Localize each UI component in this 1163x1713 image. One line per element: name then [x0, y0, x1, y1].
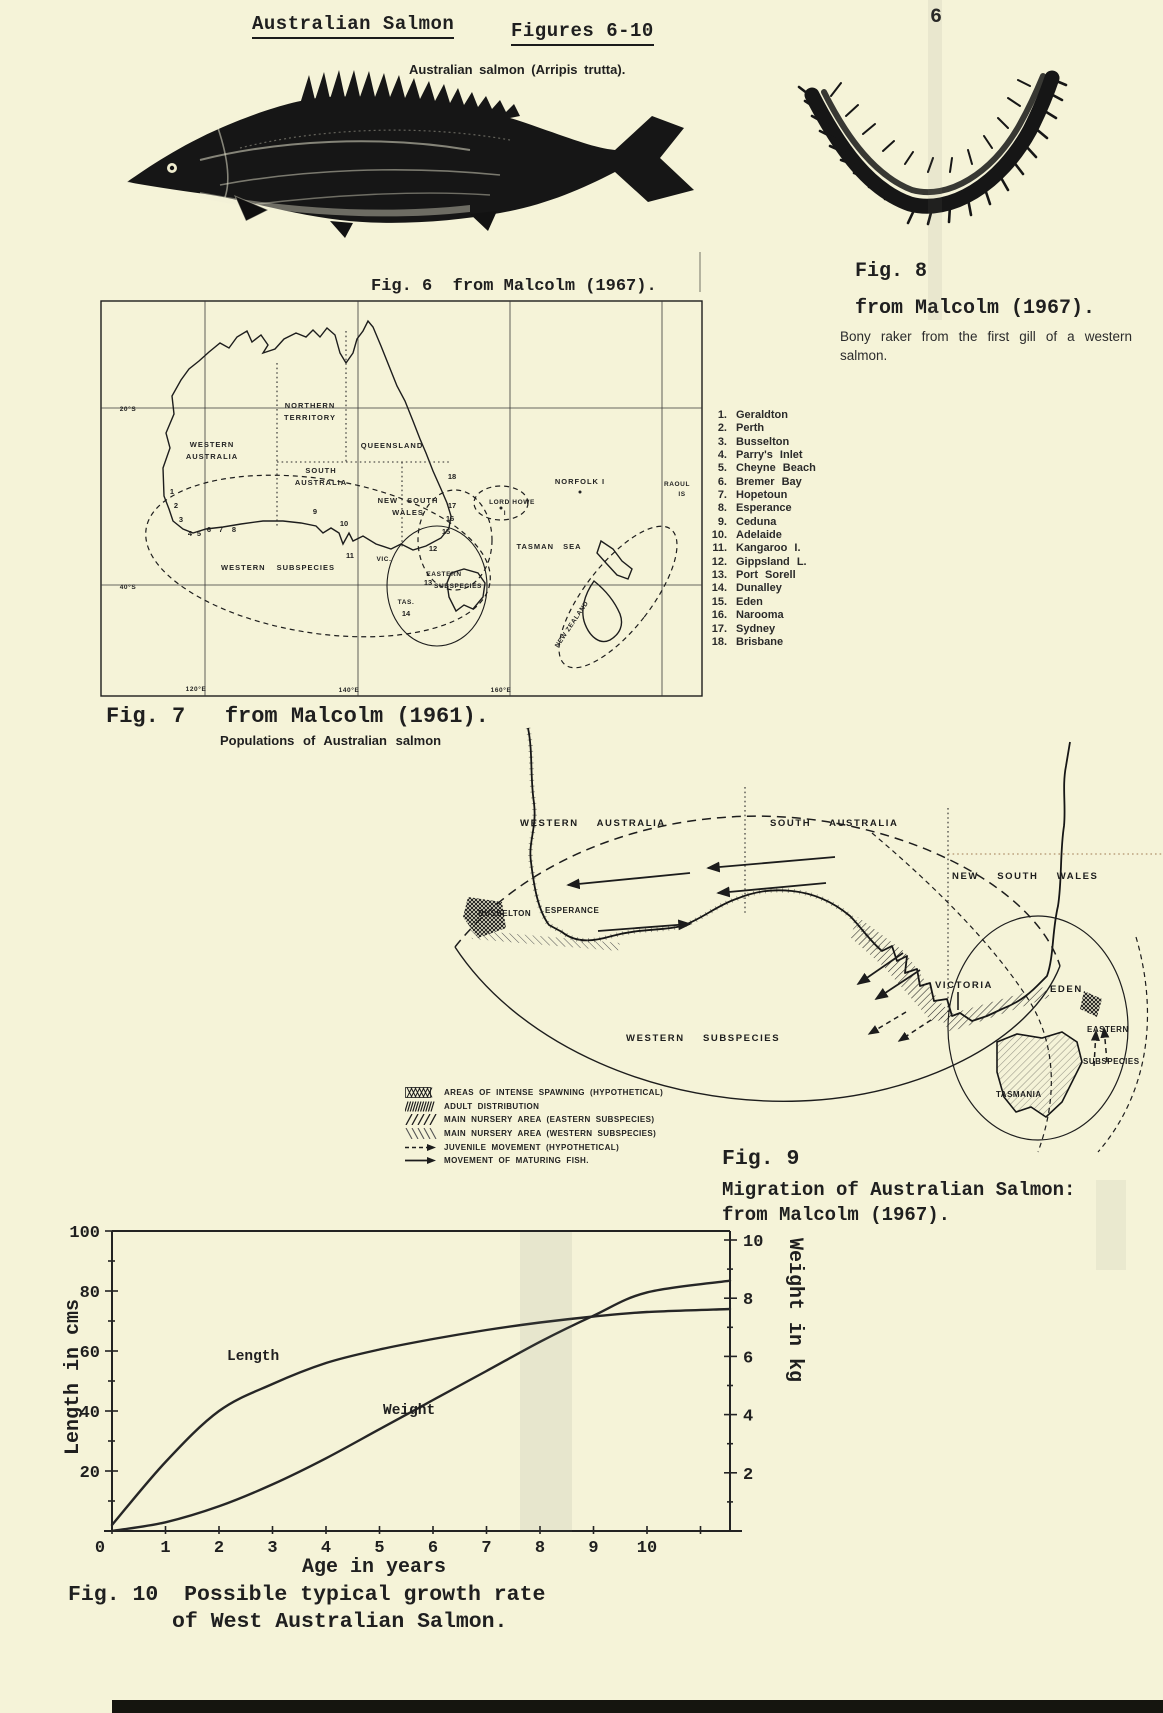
location-number: 12. — [711, 555, 727, 568]
map-label-victoria: VIC. — [376, 556, 392, 563]
fig7-coast-number-11: 11 — [346, 551, 354, 560]
scan-mark — [699, 252, 701, 292]
location-number: 14. — [711, 582, 727, 595]
map-label-south-australia: AUSTRALIA — [294, 478, 348, 487]
fig7-coast-number-4: 4 — [187, 529, 193, 538]
map-label-eden: EDEN — [1050, 984, 1083, 995]
x-tick-label: 9 — [588, 1539, 599, 1558]
y-tick-label-left: 80 — [79, 1284, 100, 1303]
location-name: Cheyne Beach — [736, 462, 816, 475]
legend-swatch — [405, 1087, 437, 1098]
map-label-south-australia: SOUTH AUSTRALIA — [770, 818, 899, 829]
map-label-eastern-subspecies: SUBSPECIES — [1083, 1057, 1140, 1066]
x-tick-label: 3 — [267, 1539, 278, 1558]
fig10-growth-chart — [40, 1130, 830, 1600]
fig10-caption: Fig. 10 Possible typical growth rate — [68, 1583, 546, 1607]
fig6-caption: Fig. 6 from Malcolm (1967). — [371, 277, 657, 296]
fig7-location-item — [702, 569, 816, 582]
y-tick-label-left: 100 — [69, 1224, 100, 1243]
fig10-caption: of West Australian Salmon. — [172, 1610, 508, 1634]
length-curve-label: Length — [227, 1349, 280, 1365]
map-label-northern-territory: NORTHERN — [284, 401, 336, 410]
fig8-description: Bony raker from the first gill of a western salmon. — [840, 329, 1132, 363]
fig9-caption: Migration of Australian Salmon: — [722, 1179, 1076, 1201]
map-label-queensland: QUEENSLAND — [360, 441, 424, 450]
y-tick-label-right: 10 — [743, 1233, 764, 1252]
fig9-label: Fig. 9 — [722, 1147, 800, 1171]
eastern-boundary-dashed-right — [1098, 937, 1147, 1152]
fig7-coast-number-18: 18 — [447, 472, 457, 481]
fig7-caption: Fig. 7 from Malcolm (1961). — [106, 704, 489, 729]
y-tick-label-right: 4 — [743, 1407, 754, 1427]
map-label-tasman-sea: TASMAN SEA — [516, 542, 582, 551]
location-name: Sydney — [736, 622, 776, 635]
fig7-coast-number-1: 1 — [169, 487, 175, 496]
location-name: Narooma — [736, 609, 784, 622]
tasmania-island — [997, 1032, 1082, 1117]
x-tick-label: 2 — [213, 1539, 225, 1558]
fig7-coast-number-9: 9 — [312, 507, 318, 516]
fig7-coast-number-13: 13 — [423, 578, 433, 587]
x-tick-label: 6 — [427, 1539, 439, 1558]
location-number: 17. — [711, 622, 727, 635]
fig6-fish-illustration — [105, 60, 705, 255]
fig7-subcaption: Populations of Australian salmon — [220, 733, 442, 748]
map-label-victoria: VICTORIA — [935, 980, 994, 991]
fig8-caption: from Malcolm (1967). — [855, 297, 1096, 320]
x-tick-label: 7 — [481, 1539, 492, 1558]
fig7-coast-number-17: 17 — [447, 501, 457, 510]
fish-body — [127, 96, 694, 222]
coast-stipple — [528, 728, 882, 951]
fig7-coast-number-15: 15 — [441, 527, 451, 536]
crosshatch-swatch-icon — [405, 1087, 437, 1098]
legend-label: ADULT DISTRIBUTION — [444, 1101, 540, 1111]
new-zealand-south-island — [583, 581, 622, 642]
location-number: 2. — [717, 422, 727, 435]
map-label-western-subspecies: WESTERN SUBSPECIES — [221, 563, 335, 572]
x-tick-label: 0 — [94, 1539, 106, 1558]
location-name: Bremer Bay — [736, 475, 802, 488]
location-number: 1. — [717, 409, 727, 421]
fig8-raker-illustration — [780, 40, 1080, 250]
legend-label: AREAS OF INTENSE SPAWNING (HYPOTHETICAL) — [444, 1088, 664, 1098]
longitude-label-160e: 160°E — [490, 687, 512, 694]
new-zealand-range — [539, 509, 697, 685]
fig7-coast-number-14: 14 — [401, 609, 411, 618]
map-label-tasmania: TASMANIA — [996, 1090, 1042, 1099]
fig7-location-item — [702, 462, 816, 475]
weight-curve-label: Weight — [383, 1403, 436, 1419]
map-label-tasmania: TAS. — [397, 599, 415, 606]
location-name: Kangaroo I. — [736, 542, 801, 555]
location-number: 11. — [712, 542, 727, 555]
location-number: 16. — [711, 609, 727, 622]
fig7-location-item — [702, 502, 816, 515]
y-tick-label-left: 40 — [79, 1404, 100, 1423]
fig10-caption-block — [68, 1582, 545, 1636]
location-number: 4. — [717, 449, 727, 462]
page-title: Australian Salmon — [252, 13, 454, 39]
map-label-busselton: BUSSELTON — [478, 909, 532, 918]
legend-label: JUVENILE MOVEMENT (HYPOTHETICAL) — [444, 1142, 620, 1152]
map-label-lord-howe: LORD HOWE — [489, 499, 535, 506]
y-tick-label-left: 60 — [79, 1344, 100, 1363]
lord-howe-island-dot — [500, 507, 503, 510]
page-number: 6 — [930, 6, 943, 29]
fig8-label: Fig. 8 — [855, 260, 928, 283]
fig7-location-item — [702, 542, 816, 555]
y-tick-label-left: 20 — [79, 1464, 100, 1483]
map-label-eastern-subspecies: SUBSPECIES — [434, 583, 482, 590]
nursery-area-west-coast — [470, 930, 620, 951]
raker-arch — [812, 78, 1052, 206]
location-number: 18. — [711, 635, 727, 648]
fig7-location-item — [702, 409, 816, 422]
fig7-location-item — [702, 623, 816, 636]
map-label-eastern-subspecies: EASTERN — [1087, 1025, 1129, 1034]
map-label-new-south-wales: NEW SOUTH WALES — [952, 871, 1099, 882]
fig7-location-item — [702, 596, 816, 609]
fish-pelvic-fin — [330, 221, 353, 238]
x-tick-label: 8 — [534, 1539, 546, 1558]
raker-inner-spines — [831, 80, 1030, 172]
fig7-coast-number-6: 6 — [206, 525, 212, 534]
figures-range: Figures 6-10 — [511, 20, 654, 46]
location-name: Parry's Inlet — [736, 449, 803, 462]
fish-anal-fin — [470, 211, 497, 231]
location-name: Busselton — [736, 435, 790, 448]
legend-item — [405, 1086, 705, 1100]
location-number: 8. — [717, 502, 727, 515]
map-label-new-zealand: NEW ZEALAND — [553, 599, 591, 650]
y-tick-label-right: 8 — [743, 1291, 754, 1311]
location-name: Geraldton — [736, 409, 788, 421]
legend-swatch — [405, 1101, 437, 1112]
spawning-area-eden — [1080, 991, 1102, 1017]
x-tick-label: 5 — [374, 1539, 385, 1558]
fig7-location-item — [702, 582, 816, 595]
location-number: 6. — [717, 475, 727, 488]
norfolk-island-dot — [579, 491, 582, 494]
fig7-coast-number-8: 8 — [231, 525, 237, 534]
legend-label: MAIN NURSERY AREA (WESTERN SUBSPECIES) — [444, 1129, 657, 1139]
x-tick-label: 4 — [320, 1539, 332, 1558]
state-borders — [277, 331, 450, 549]
map-label-western-subspecies: WESTERN SUBSPECIES — [626, 1033, 781, 1044]
y-axis-title-right: Weight in kg — [783, 1238, 806, 1383]
fish-pupil — [170, 166, 174, 170]
fig7-coast-number-12: 12 — [428, 544, 438, 553]
location-number: 5. — [717, 462, 727, 475]
fig7-coast-number-7: 7 — [218, 525, 224, 534]
map-label-norfolk-island: NORFOLK I — [554, 477, 606, 486]
map-label-new-south-wales: NEW SOUTH — [377, 496, 439, 505]
location-name: Ceduna — [736, 515, 777, 528]
legend-label: MOVEMENT OF MATURING FISH. — [444, 1156, 589, 1166]
x-tick-label: 10 — [636, 1539, 658, 1558]
nursery-area-victoria-coast — [940, 987, 1050, 1032]
map-label-western-australia: AUSTRALIA — [185, 452, 239, 461]
location-name: Hopetoun — [736, 489, 788, 502]
fig7-location-item — [702, 489, 816, 502]
map-label-northern-territory: TERRITORY — [284, 413, 336, 422]
map-label-raoul-island: RAOUL — [663, 481, 691, 488]
fig7-location-item — [702, 436, 816, 449]
legend-swatch — [405, 1114, 437, 1125]
fig7-location-item — [702, 449, 816, 462]
map-label-lord-howe: I — [503, 510, 507, 517]
longitude-label-140e: 140°E — [338, 687, 360, 694]
x-axis-title: Age in years — [302, 1556, 447, 1579]
location-number: 13. — [711, 569, 727, 582]
map-label-new-south-wales: WALES — [392, 508, 424, 517]
fig7-location-item — [702, 422, 816, 435]
fig7-coast-number-2: 2 — [173, 501, 179, 510]
location-number: 7. — [717, 489, 727, 502]
fig7-location-item — [702, 556, 816, 569]
fig7-coast-number-3: 3 — [178, 515, 184, 524]
location-name: Dunalley — [736, 582, 782, 595]
map-label-eastern-subspecies: EASTERN — [426, 571, 462, 578]
fig7-location-item — [702, 636, 816, 649]
location-name: Brisbane — [736, 635, 784, 648]
y-axis-title-left: Length in cms — [62, 1298, 85, 1455]
location-number: 3. — [717, 435, 727, 448]
scan-streak — [1096, 1180, 1126, 1270]
fig7-location-item — [702, 516, 816, 529]
fig7-location-item — [702, 529, 816, 542]
latitude-label-40s: 40°S — [119, 584, 137, 591]
scan-edge-bar — [112, 1700, 1163, 1713]
map-label-south-australia: SOUTH — [305, 466, 337, 475]
legend-item — [405, 1100, 705, 1114]
y-tick-label-right: 2 — [743, 1465, 754, 1485]
fig9-caption: from Malcolm (1967). — [722, 1204, 951, 1226]
location-number: 10. — [711, 529, 727, 542]
fig7-coast-number-16: 16 — [445, 514, 455, 523]
fig7-coast-number-5: 5 — [196, 529, 202, 538]
map-label-raoul-island: IS — [678, 491, 686, 498]
map-label-western-australia: WESTERN — [189, 440, 235, 449]
nursery-area-sa-coast — [850, 917, 955, 1022]
x-tick-label: 1 — [160, 1539, 171, 1558]
latitude-label-20s: 20°S — [119, 406, 137, 413]
diag-right-swatch-icon — [405, 1114, 437, 1125]
location-name: Port Sorell — [736, 569, 796, 582]
location-name: Esperance — [736, 502, 792, 515]
new-zealand-north-island — [597, 541, 632, 579]
fig7-location-item — [702, 476, 816, 489]
location-name: Eden — [736, 595, 763, 608]
location-name: Gippsland L. — [736, 555, 807, 568]
legend-label: MAIN NURSERY AREA (EASTERN SUBSPECIES) — [444, 1115, 655, 1125]
map-label-esperance: ESPERANCE — [545, 906, 600, 915]
legend-item — [405, 1113, 705, 1127]
dense-hatch-swatch-icon — [405, 1101, 437, 1112]
longitude-label-120e: 120°E — [185, 686, 207, 693]
location-name: Perth — [736, 422, 765, 435]
fig7-locations-list — [702, 409, 816, 649]
map-label-western-australia: WESTERN AUSTRALIA — [520, 818, 666, 829]
fig7-population-map — [100, 300, 710, 700]
y-tick-label-right: 6 — [743, 1349, 754, 1369]
location-name: Adelaide — [736, 529, 782, 542]
location-number: 9. — [717, 515, 727, 528]
fig7-location-item — [702, 609, 816, 622]
location-number: 15. — [711, 595, 727, 608]
fig7-coast-number-10: 10 — [339, 519, 349, 528]
fig6-species-caption: Australian salmon (Arripis trutta). — [409, 62, 626, 77]
